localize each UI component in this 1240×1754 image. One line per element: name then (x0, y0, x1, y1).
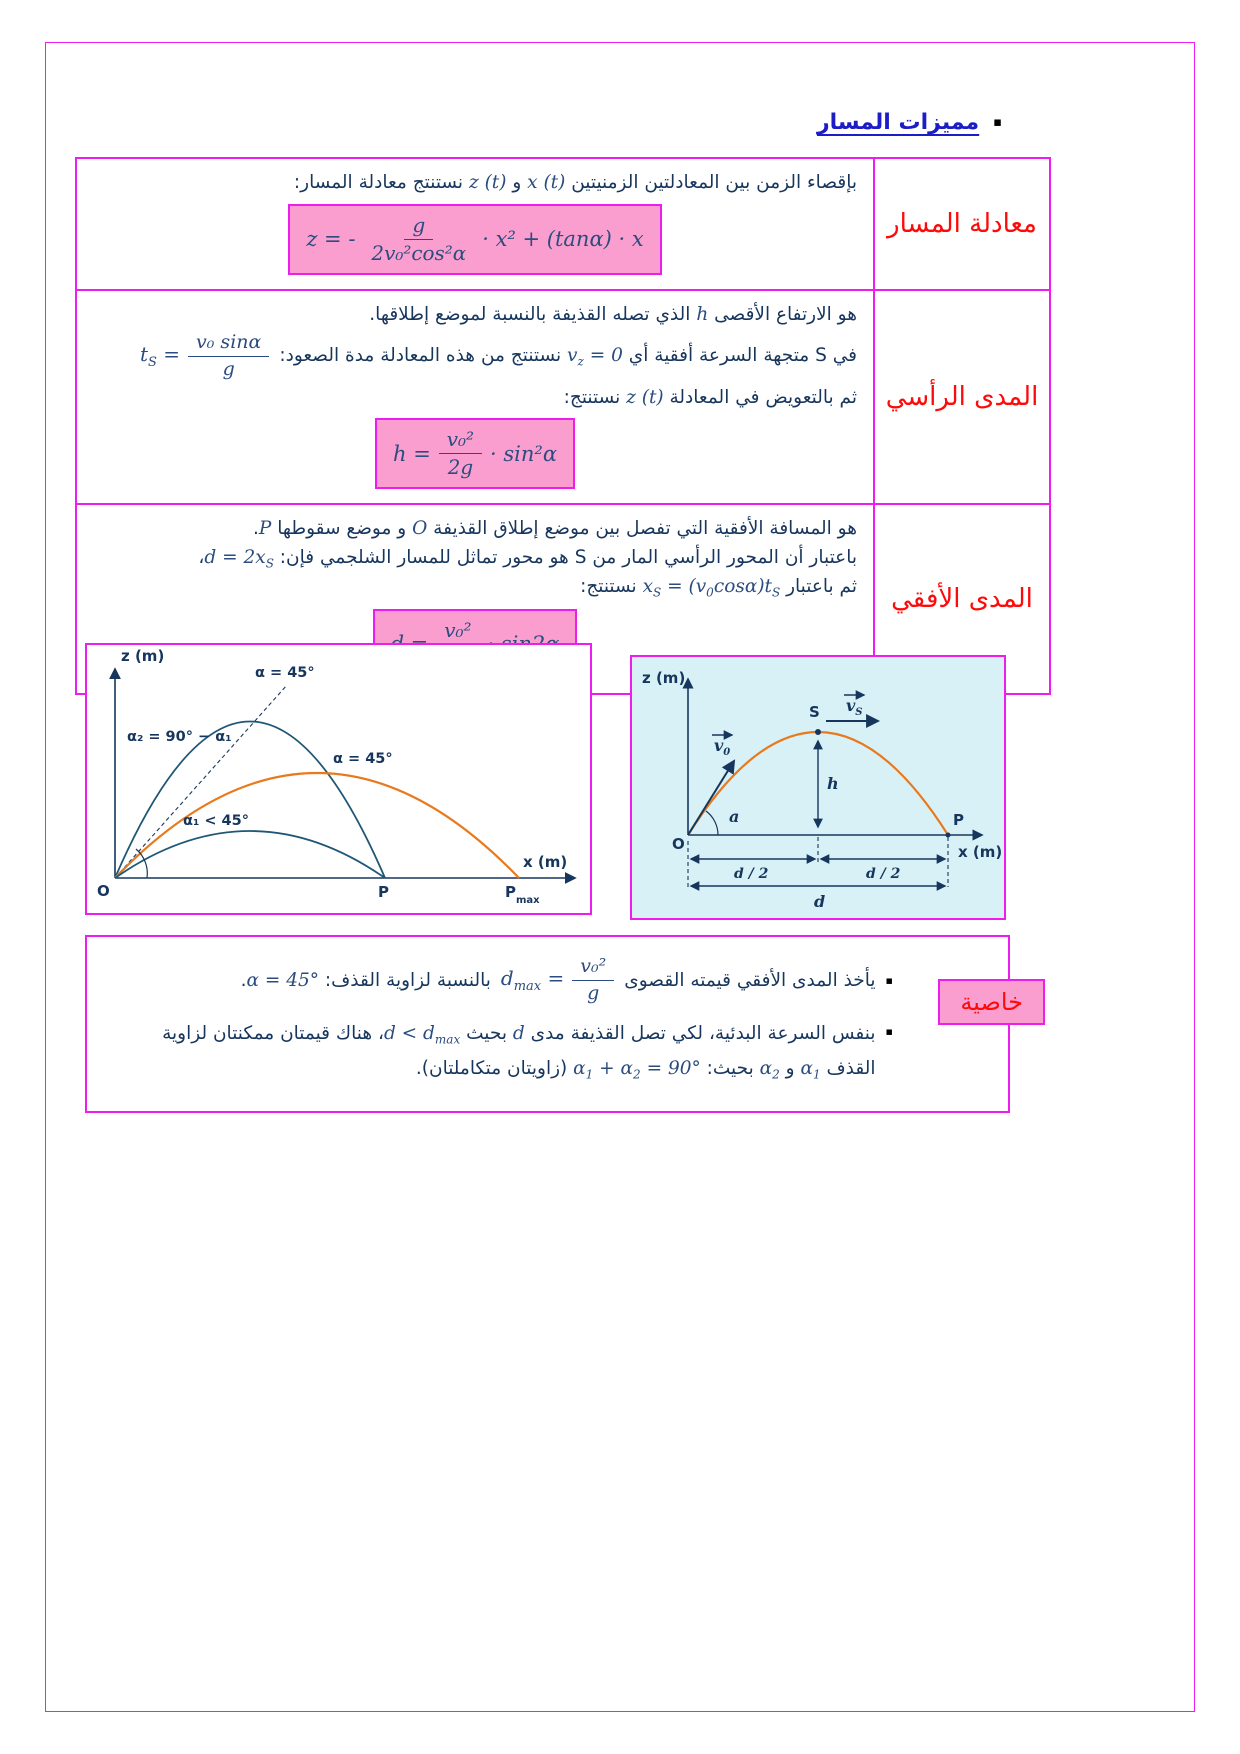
characteristics-table (75, 157, 1051, 695)
horizontal-range-line3: ثم باعتبار $x_S = (v_0\cos\alpha)t_S$ نستنتج: (580, 576, 857, 600)
optimal-angle-label: α = 45° (333, 751, 393, 767)
v0-label: $v_0$ (714, 736, 731, 758)
equation-intro-text: بإقصاء الزمن بين المعادلتين الزمنيتين x (t) و z (t) نستنتج معادلة المسار: (293, 172, 857, 193)
vertical-range-line1: هو الارتفاع الأقصى h الذي تصله القذيفة بالنسبة لموضع إطلاقها. (369, 303, 857, 325)
fraction-denominator: g (587, 981, 600, 1004)
half-range-label-right: d / 2 (866, 866, 901, 882)
fraction-denominator: g (222, 357, 235, 380)
horizontal-range-line1: هو المسافة الأفقية التي تفصل بين موضع إطلاق القذيفة O و موضع سقوطها P. (252, 518, 857, 540)
dashed-45-label: α = 45° (255, 665, 315, 681)
row-label-vertical-range: المدى الرأسي (873, 291, 1049, 504)
x-axis-label: x (m) (958, 843, 1003, 861)
fraction-numerator: g (404, 213, 433, 240)
optimal-angle-trajectory (115, 773, 519, 878)
dmax-fraction (572, 955, 614, 1006)
bullet-icon: ▪ (993, 115, 1002, 130)
formula-lhs: z = - (306, 226, 356, 251)
ascent-time-lhs: $t_S$ = (139, 342, 181, 371)
bullet-icon: ▪ (885, 973, 893, 987)
vertical-range-line2: في S متجهة السرعة أفقية أي $v_z = 0$ نستنتج من هذه المعادلة مدة الصعود: (279, 344, 857, 369)
property-label: خاصية (938, 979, 1045, 1025)
formula-rhs: · x² + (tanα) · x (482, 226, 644, 251)
row-label-horizontal-range: المدى الأفقي (873, 505, 1049, 693)
max-range-point-label: P (505, 883, 516, 901)
formula-lhs: h = (393, 441, 431, 466)
range-label: d (814, 892, 826, 911)
fraction-numerator: v₀² (436, 618, 479, 645)
formula-rhs: · sin²α (490, 441, 558, 466)
impact-point-label: P (378, 883, 389, 901)
impact-point-label: P (953, 811, 964, 829)
vs-label: $v_S$ (846, 696, 863, 718)
fraction-numerator: v₀² (439, 427, 482, 454)
bullet1-text-after: بالنسبة لزاوية القذف: α = 45°. (240, 969, 491, 991)
bullet1-text-before: يأخذ المدى الأفقي قيمته القصوى (624, 969, 876, 991)
property-box (85, 935, 1023, 1113)
apex-point (815, 729, 821, 735)
row-content-vertical-range (77, 291, 873, 504)
fraction-denominator: 2v₀²cos²α (371, 240, 467, 265)
trajectory-geometry-svg (632, 657, 1004, 918)
impact-point (946, 833, 951, 838)
dmax-formula (501, 955, 614, 1006)
launch-angle-label: a (729, 807, 740, 826)
launch-angle-arc (706, 811, 718, 835)
max-height-formula-box (375, 418, 575, 489)
page-title: مميزات المسار (816, 110, 980, 135)
row-label-equation: معادلة المسار (873, 159, 1049, 289)
trajectory-equation-box (288, 204, 661, 275)
origin-label: O (672, 835, 685, 853)
high-angle-label: α₂ = 90° − α₁ (127, 729, 232, 745)
low-angle-label: α₁ < 45° (183, 813, 249, 829)
fraction-denominator: 2g (447, 455, 474, 480)
x-axis-label: x (m) (523, 853, 568, 871)
apex-label: S (809, 703, 820, 721)
low-angle-trajectory (115, 831, 385, 878)
dmax-lhs: $d_{max}$ = (500, 966, 565, 995)
table-row-vertical-range (77, 291, 1049, 506)
formula-fraction (363, 213, 474, 266)
angle-comparison-svg (87, 645, 590, 913)
vertical-range-line3: ثم بالتعويض في المعادلة z (t) نستنتج: (563, 386, 857, 408)
table-row-equation (77, 159, 1049, 291)
ascent-time-fraction (188, 331, 269, 382)
vertical-range-line2-row (93, 331, 857, 382)
bullet2-text: بنفس السرعة البدئية، لكي تصل القذيفة مدى d بحيث $d < d_{max}،$ هناك قيمتان ممكنتان لزاوية القذف $\alpha_1$ و $\alpha_2$ بحيث: $\alpha_1 + \alpha_2 = 90^\circ$ (زاويتان متكاملتان). (162, 1022, 876, 1082)
row-content-equation (77, 159, 873, 289)
angle-comparison-figure (85, 643, 592, 915)
origin-label: O (97, 882, 110, 900)
z-axis-label: z (m) (121, 647, 165, 665)
max-range-point-subscript: max (516, 895, 540, 906)
property-bullet-2 (111, 1016, 893, 1087)
initial-velocity-vector (688, 761, 734, 835)
horizontal-range-line2: باعتبار أن المحور الرأسي المار من S هو محور تماثل للمسار الشلجمي فإن: $d = 2x_S،$ (198, 546, 857, 571)
fraction-numerator: v₀² (572, 955, 614, 981)
fraction-numerator: v₀ sinα (188, 331, 269, 357)
height-label: h (827, 774, 839, 793)
z-axis-label: z (m) (642, 669, 686, 687)
section-title-row (817, 110, 1002, 135)
trajectory-geometry-figure (630, 655, 1006, 920)
property-bullet-1 (111, 955, 893, 1006)
half-range-label-left: d / 2 (734, 866, 769, 882)
bullet-icon: ▪ (885, 1024, 893, 1038)
ascent-time-formula (140, 331, 269, 382)
formula-fraction (439, 427, 482, 480)
